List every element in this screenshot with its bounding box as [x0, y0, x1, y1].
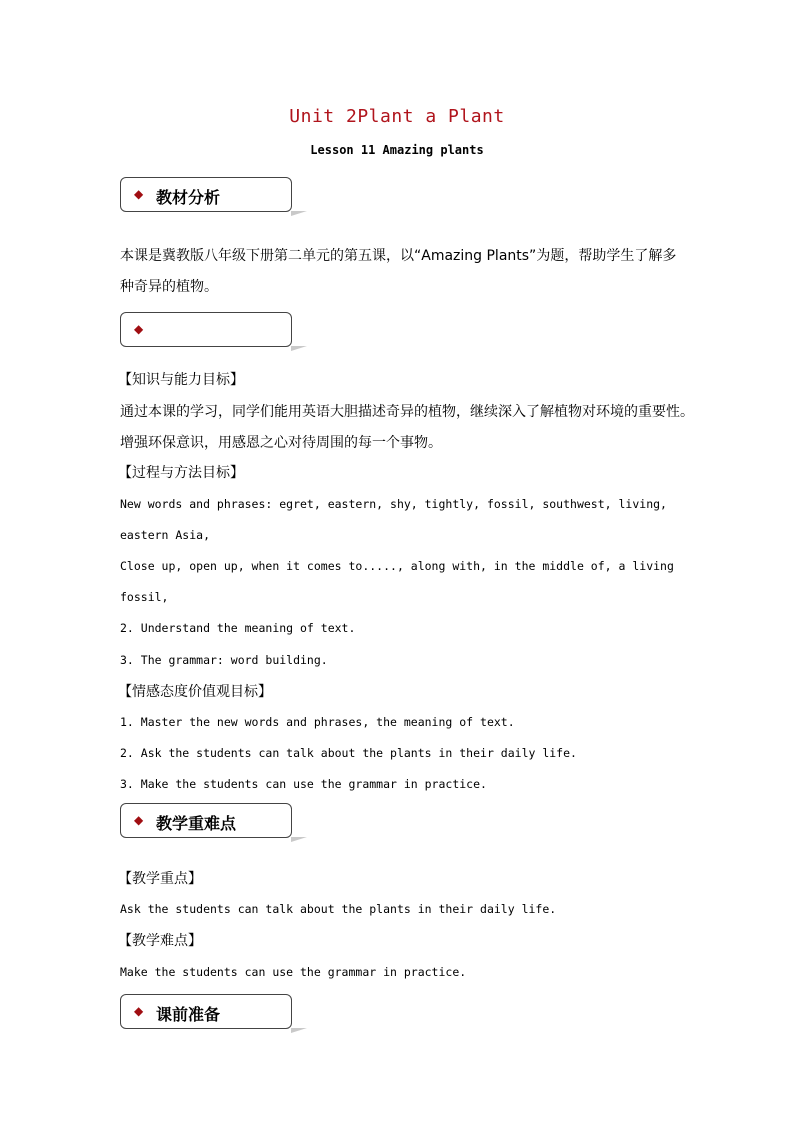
page-title: Unit 2Plant a Plant — [289, 106, 505, 127]
emotion-line: 1. Master the new words and phrases, the meaning of text. — [120, 715, 515, 729]
section-label: 教材分析 — [156, 188, 221, 207]
diamond-icon: ◆ — [134, 187, 144, 201]
knowledge-heading: 【知识与能力目标】 — [118, 372, 244, 388]
knowledge-line-1: 通过本课的学习，同学们能用英语大胆描述奇异的植物，继续深入了解植物对环境的重要性。 — [120, 404, 694, 420]
knowledge-line-2: 增强环保意识，用感恩之心对待周围的每一个事物。 — [120, 435, 442, 451]
difficulty-heading: 【教学难点】 — [118, 933, 202, 949]
process-line: fossil, — [120, 590, 169, 604]
section-box-goals — [120, 312, 292, 347]
section-box-key-points — [120, 803, 292, 838]
lesson-subtitle: Lesson 11 Amazing plants — [310, 143, 484, 157]
section-box-analysis — [120, 177, 292, 212]
analysis-line-1: 本课是冀教版八年级下册第二单元的第五课，以“Amazing Plants”为题，帮助学生了解多 — [120, 248, 677, 264]
process-line: New words and phrases: egret, eastern, shy, tightly, fossil, southwest, living, — [120, 497, 667, 511]
emotion-heading: 【情感态度价值观目标】 — [118, 684, 272, 700]
section-label: 课前准备 — [156, 1005, 221, 1024]
emotion-line: 3. Make the students can use the grammar in practice. — [120, 777, 487, 791]
process-heading: 【过程与方法目标】 — [118, 465, 244, 481]
diamond-icon: ◆ — [134, 1004, 144, 1018]
section-label: 教学重难点 — [156, 814, 237, 833]
process-line: Close up, open up, when it comes to....., along with, in the middle of, a living — [120, 559, 674, 573]
focus-text: Ask the students can talk about the plants in their daily life. — [120, 902, 557, 916]
difficulty-text: Make the students can use the grammar in practice. — [120, 965, 467, 979]
process-line: eastern Asia, — [120, 528, 211, 542]
focus-heading: 【教学重点】 — [118, 871, 202, 887]
analysis-line-2: 种奇异的植物。 — [120, 279, 218, 295]
diamond-icon: ◆ — [134, 813, 144, 827]
emotion-line: 2. Ask the students can talk about the plants in their daily life. — [120, 746, 577, 760]
diamond-icon: ◆ — [134, 322, 144, 336]
process-line: 2. Understand the meaning of text. — [120, 621, 356, 635]
section-box-prep — [120, 994, 292, 1029]
process-line: 3. The grammar: word building. — [120, 653, 328, 667]
